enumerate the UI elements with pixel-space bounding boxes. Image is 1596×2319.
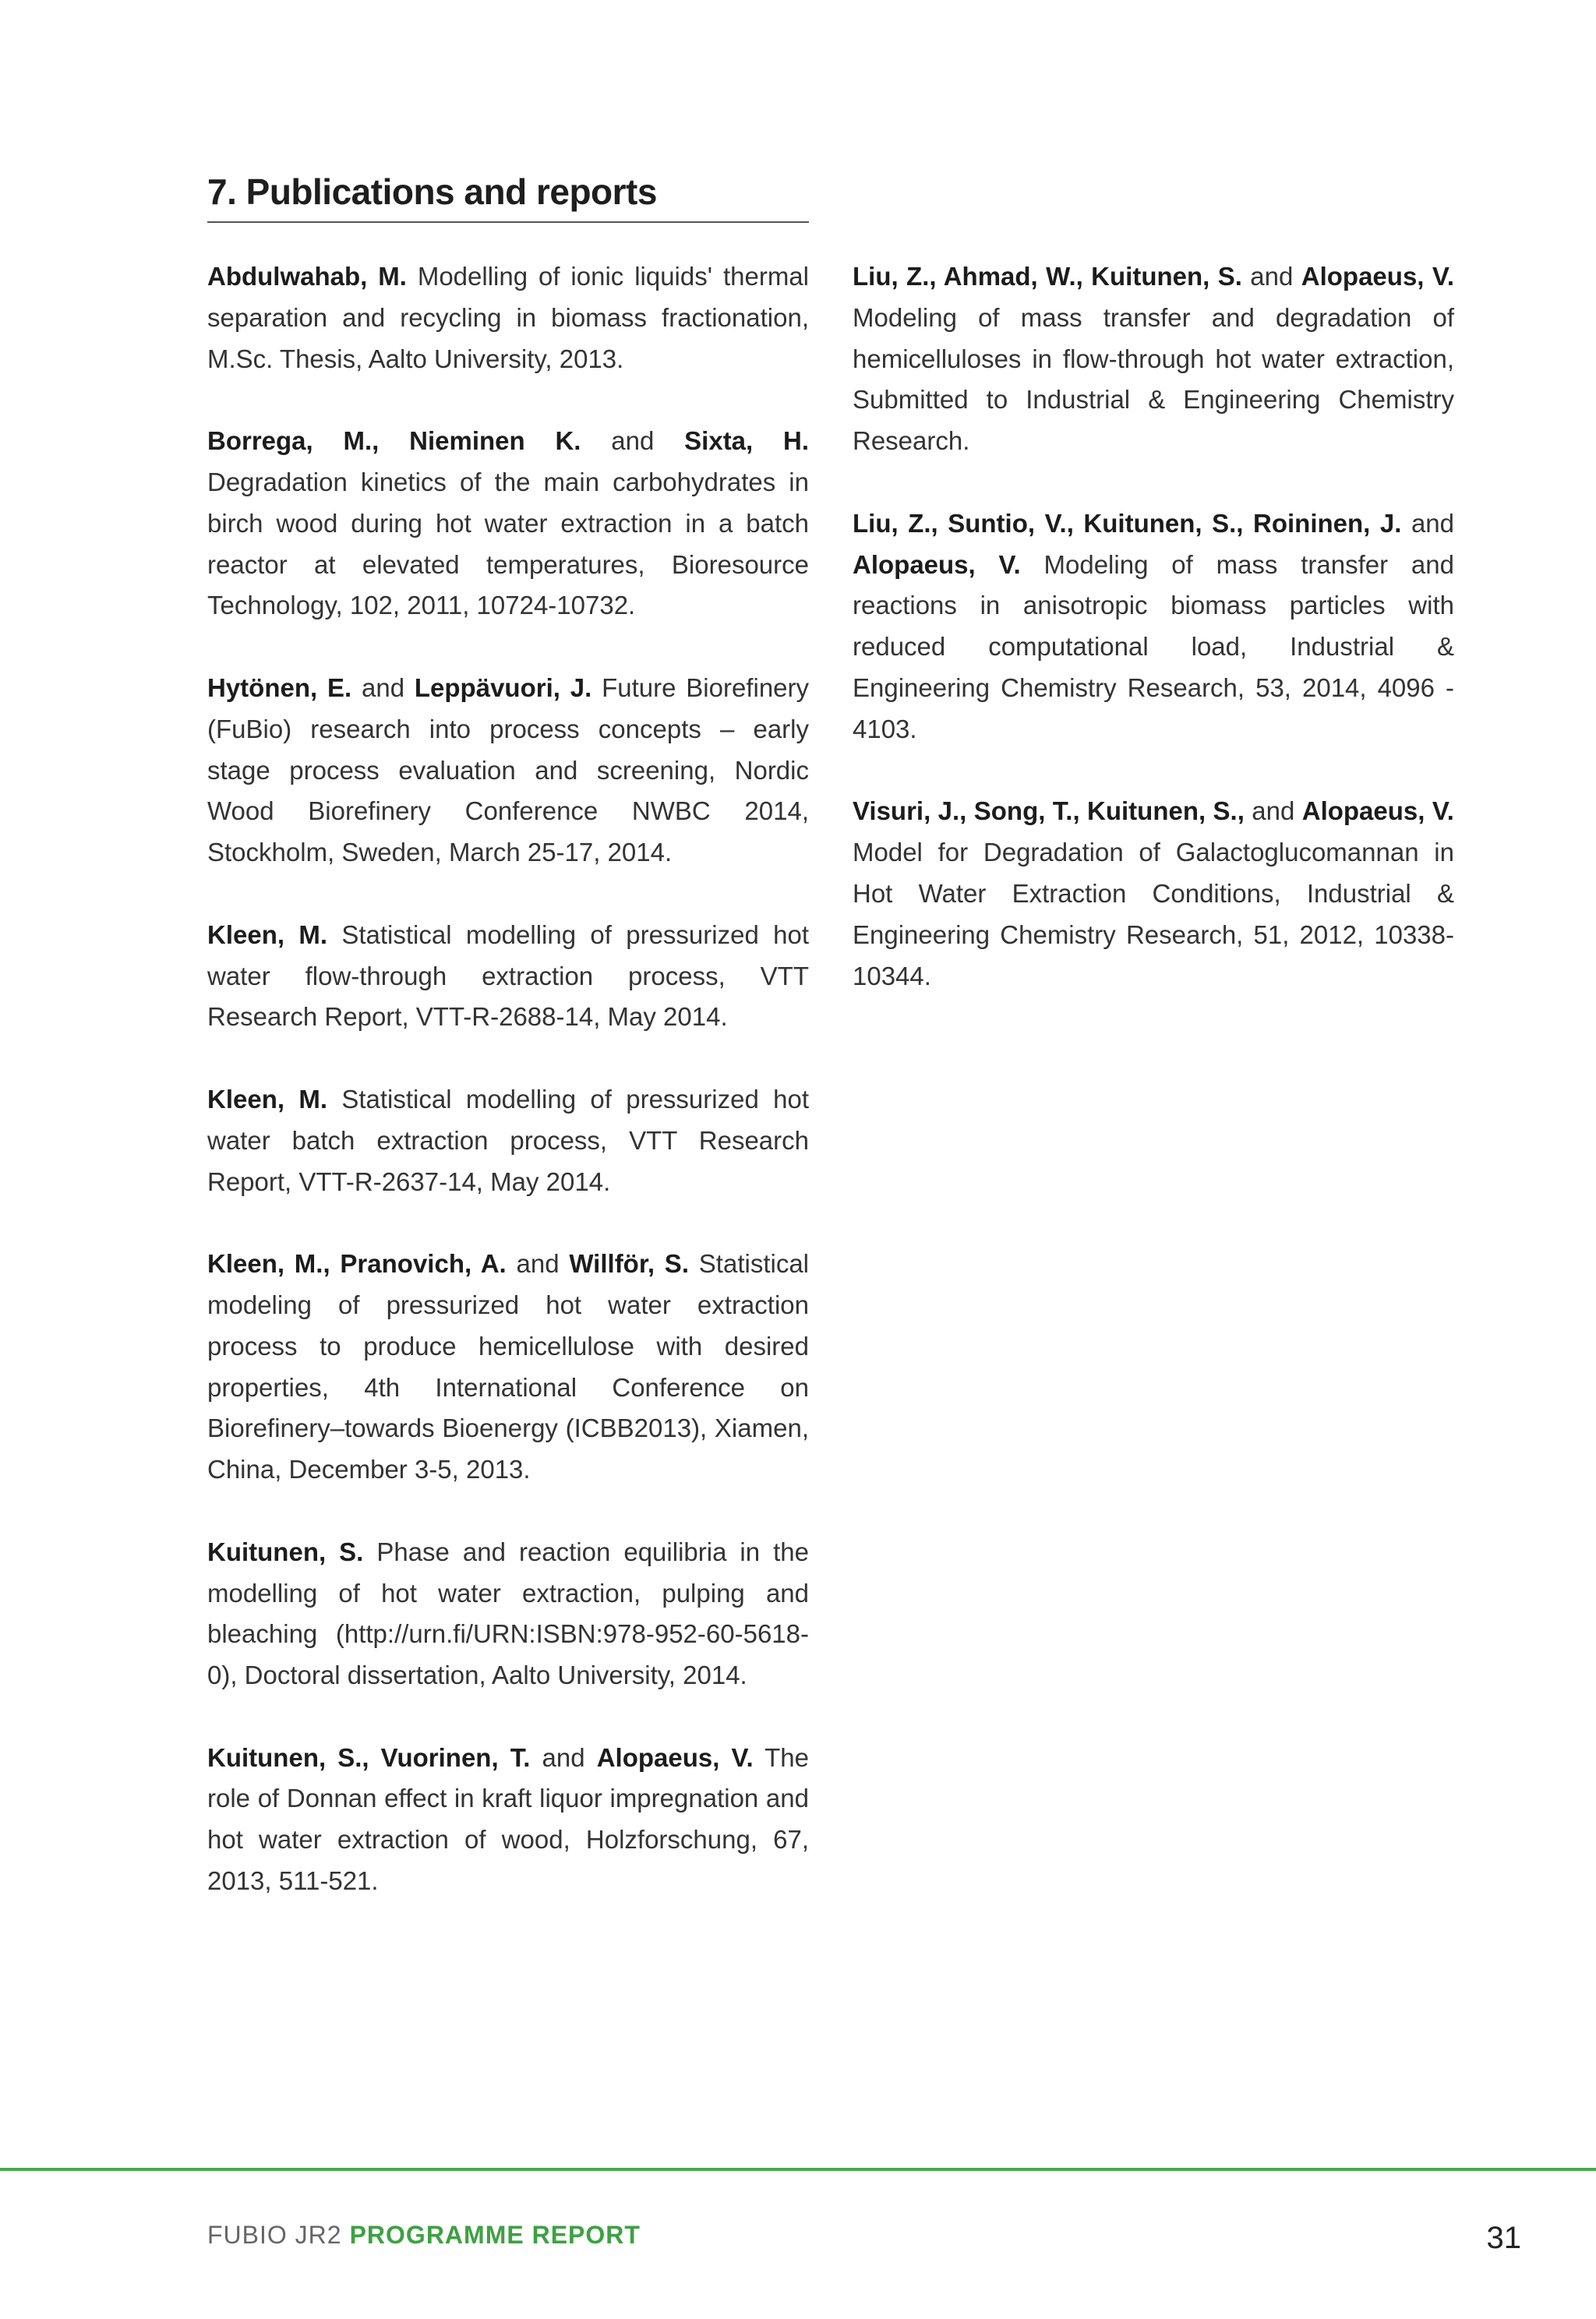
reference-text: Statistical modelling of pressurized hot water flow-through extraction process, VTT Research Report, VTT-R-2688-14, May 2014. [207,919,809,1032]
references-right-column [853,256,1454,1038]
reference-authors: Kuitunen, S., Vuorinen, T. [207,1742,531,1772]
reference-item [207,1532,809,1696]
footer-divider [0,2168,1596,2171]
reference-authors-last: Alopaeus, V. [1301,796,1454,826]
reference-item [207,1738,809,1902]
reference-authors: Kleen, M. [207,919,327,949]
reference-conjunction: and [362,672,405,702]
reference-text: Modeling of mass transfer and degradation of hemicelluloses in flow-through hot water extraction, Submitted to Industrial & Engineering Chemistry Research. [853,302,1454,456]
page-number: 31 [1486,2221,1521,2255]
reference-text: Future Biorefinery (FuBio) research into process concepts – early stage process evaluation and screening, Nordic Wood Biorefinery Conference NWBC 2014, Stockholm, Sweden, March 25-17, 2014. [207,672,810,867]
reference-item [853,791,1454,997]
reference-item [853,256,1454,462]
reference-authors: Abdulwahab, M. [207,262,407,291]
reference-conjunction: and [1411,508,1454,538]
reference-conjunction: and [1250,262,1294,291]
section-title: 7. Publications and reports [207,170,809,223]
reference-conjunction: and [1252,796,1295,826]
reference-text: Phase and reaction equilibria in the modelling of hot water extraction, pulping and bleaching (http://urn.fi/URN:ISBN:978-952-60-5618-0), Doctoral dissertation, Aalto University, 2014. [207,1537,809,1690]
reference-text: Statistical modelling of pressurized hot water batch extraction process, VTT Research Report, VTT-R-2637-14, May 2014. [207,1084,809,1196]
reference-item [853,503,1454,750]
reference-authors-last: Sixta, H. [684,426,810,456]
reference-item [207,421,809,627]
reference-text: Degradation kinetics of the main carbohydrates in birch wood during hot water extraction in a batch reactor at elevated temperatures, Bioresource Technology, 102, 2011, 10724-10732. [207,467,809,620]
reference-text: The role of Donnan effect in kraft liquor impregnation and hot water extraction of wood, Holzforschung, 67, 2013, 511-521. [207,1742,810,1896]
reference-item [207,256,809,379]
footer-brand [207,2219,641,2250]
reference-authors: Liu, Z., Ahmad, W., Kuitunen, S. [853,262,1242,291]
reference-text: Modelling of ionic liquids' thermal separation and recycling in biomass fractionation, M.Sc. Thesis, Aalto University, 2013. [207,262,809,373]
reference-authors: Borrega, M., Nieminen K. [207,426,581,456]
reference-authors: Kleen, M., Pranovich, A. [207,1249,507,1279]
reference-conjunction: and [611,426,655,456]
reference-authors-last: Alopaeus, V. [853,549,1021,579]
reference-text: Statistical modeling of pressurized hot water extraction process to produce hemicellulose with desired properties, 4th International Conference on Biorefinery–towards Bioenergy (ICBB2013), Xiamen, China, December 3-5, 2013. [207,1249,809,1484]
references-left-column [207,256,809,1943]
reference-item [207,1244,809,1491]
footer-brand-name: FUBIO JR2 [207,2221,342,2249]
reference-authors-last: Alopaeus, V. [596,1742,754,1772]
reference-authors-last: Willför, S. [569,1249,689,1279]
reference-authors-last: Alopaeus, V. [1301,262,1455,291]
reference-authors-last: Leppävuori, J. [414,672,592,702]
reference-conjunction: and [516,1249,560,1279]
reference-text: Model for Degradation of Galactoglucomannan in Hot Water Extraction Conditions, Industrial & Engineering Chemistry Research, 51, 2012, 10338-10344. [853,838,1454,990]
reference-item [207,668,809,874]
reference-text: Modeling of mass transfer and reactions in anisotropic biomass particles with reduced computational load, Industrial & Engineering Chemistry Research, 53, 2014, 4096 - 4103. [853,549,1454,743]
reference-authors: Kleen, M. [207,1084,327,1114]
reference-authors: Hytönen, E. [207,672,352,702]
footer-brand-subtitle: PROGRAMME REPORT [349,2221,641,2249]
reference-item [207,1079,809,1202]
reference-authors: Visuri, J., Song, T., Kuitunen, S., [853,796,1245,826]
reference-authors: Liu, Z., Suntio, V., Kuitunen, S., Roininen, J. [853,508,1402,538]
reference-conjunction: and [542,1742,585,1772]
reference-authors: Kuitunen, S. [207,1537,364,1566]
reference-item [207,915,809,1038]
